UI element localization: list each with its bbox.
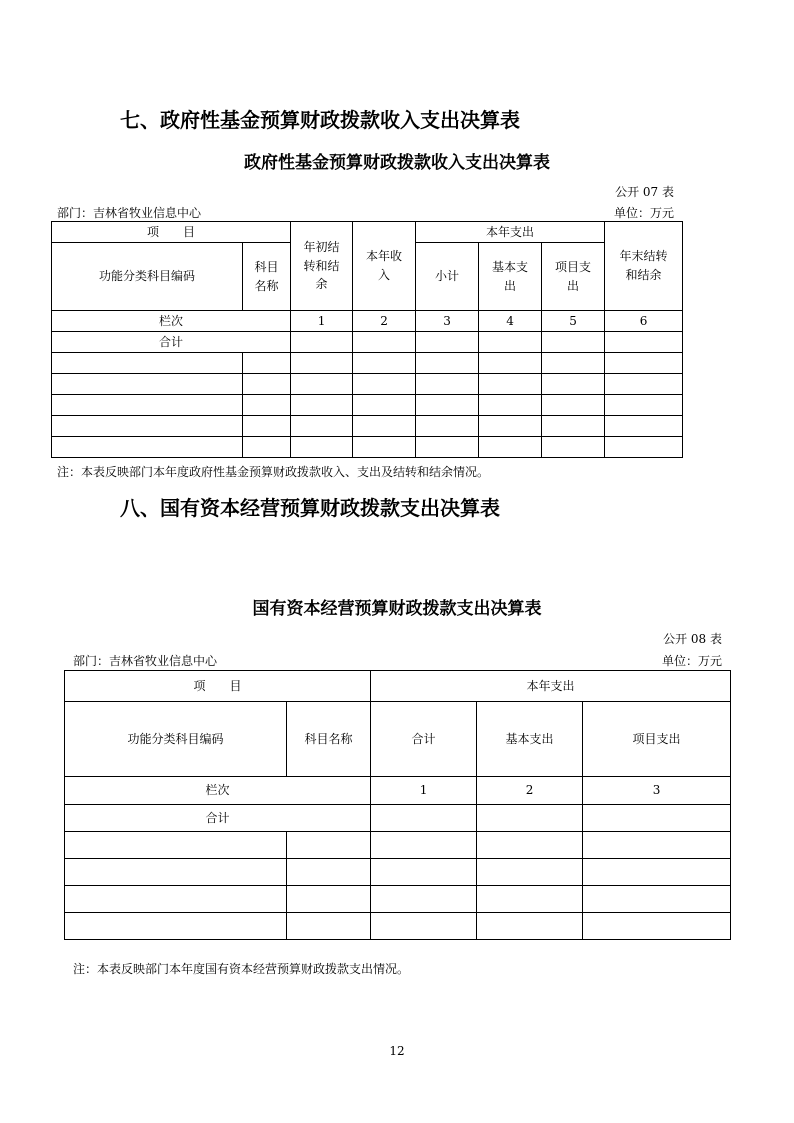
section7-heading: 七、政府性基金预算财政拨款收入支出决算表 <box>120 108 520 132</box>
cell <box>479 374 542 395</box>
cell <box>371 859 477 886</box>
cell <box>52 437 243 458</box>
col-number: 4 <box>479 311 542 332</box>
cell <box>477 832 583 859</box>
col-number: 1 <box>291 311 353 332</box>
table-row <box>52 374 683 395</box>
cell <box>52 353 243 374</box>
cell <box>479 437 542 458</box>
header-row <box>65 671 731 702</box>
row-index-label: 栏次 <box>65 777 371 805</box>
table-row <box>52 395 683 416</box>
col-number: 1 <box>371 777 477 805</box>
section8-department: 部门：吉林省牧业信息中心 <box>73 654 218 668</box>
col-project-expense: 项目支出 <box>583 702 731 777</box>
table-row <box>65 859 731 886</box>
cell <box>542 437 605 458</box>
col-expense: 本年支出 <box>371 671 731 702</box>
cell <box>287 913 371 940</box>
col-func-code: 功能分类科目编码 <box>52 243 243 311</box>
cell <box>542 353 605 374</box>
cell <box>65 859 287 886</box>
cell <box>542 395 605 416</box>
cell <box>542 374 605 395</box>
table-row <box>65 832 731 859</box>
cell <box>416 332 479 353</box>
col-total: 合计 <box>371 702 477 777</box>
section8-note: 注：本表反映部门本年度国有资本经营预算财政拨款支出情况。 <box>73 962 410 976</box>
total-row <box>52 332 683 353</box>
cell <box>416 416 479 437</box>
row-total-label: 合计 <box>65 805 371 832</box>
cell <box>243 395 291 416</box>
col-subject-name: 科目 名称 <box>243 243 291 311</box>
section8-unit: 单位：万元 <box>661 654 722 668</box>
cell <box>583 859 731 886</box>
cell <box>353 374 416 395</box>
section8-table-title: 国有资本经营预算财政拨款支出决算表 <box>252 599 542 619</box>
table-row <box>52 353 683 374</box>
table-row <box>52 437 683 458</box>
cell <box>479 353 542 374</box>
cell <box>583 886 731 913</box>
cell <box>291 353 353 374</box>
col-end-balance: 年末结转 和结余 <box>605 222 683 311</box>
section8-heading: 八、国有资本经营预算财政拨款支出决算表 <box>120 496 500 520</box>
section8-form-number: 公开 08 表 <box>663 632 722 646</box>
section7-table-title: 政府性基金预算财政拨款收入支出决算表 <box>244 153 550 173</box>
cell <box>291 395 353 416</box>
cell <box>479 416 542 437</box>
total-row <box>65 805 731 832</box>
page-number: 12 <box>389 1044 405 1058</box>
cell <box>291 437 353 458</box>
cell <box>291 416 353 437</box>
col-func-code: 功能分类科目编码 <box>65 702 287 777</box>
cell <box>416 437 479 458</box>
cell <box>605 353 683 374</box>
cell <box>605 395 683 416</box>
cell <box>416 395 479 416</box>
index-row <box>52 311 683 332</box>
cell <box>542 416 605 437</box>
cell <box>243 437 291 458</box>
cell <box>371 886 477 913</box>
cell <box>243 353 291 374</box>
cell <box>353 332 416 353</box>
col-number: 3 <box>416 311 479 332</box>
col-subtotal: 小计 <box>416 243 479 311</box>
cell <box>416 374 479 395</box>
section7-department: 部门：吉林省牧业信息中心 <box>57 206 202 220</box>
section7-unit: 单位：万元 <box>613 206 674 220</box>
col-income: 本年收 入 <box>353 222 416 311</box>
cell <box>371 913 477 940</box>
col-number: 2 <box>477 777 583 805</box>
cell <box>583 913 731 940</box>
cell <box>479 395 542 416</box>
header-row <box>52 222 683 243</box>
cell <box>605 437 683 458</box>
col-number: 2 <box>353 311 416 332</box>
cell <box>583 805 731 832</box>
cell <box>65 832 287 859</box>
col-begin-balance: 年初结 转和结 余 <box>291 222 353 311</box>
cell <box>542 332 605 353</box>
cell <box>477 859 583 886</box>
section7-table <box>51 221 683 458</box>
header-row <box>65 702 731 777</box>
section8-table <box>64 670 731 940</box>
col-expense: 本年支出 <box>416 222 605 243</box>
cell <box>52 416 243 437</box>
cell <box>416 353 479 374</box>
cell <box>291 374 353 395</box>
col-subject-name: 科目名称 <box>287 702 371 777</box>
index-row <box>65 777 731 805</box>
section7-form-number: 公开 07 表 <box>615 185 674 199</box>
col-project-expense: 项目支 出 <box>542 243 605 311</box>
cell <box>353 416 416 437</box>
col-basic-expense: 基本支出 <box>477 702 583 777</box>
cell <box>353 353 416 374</box>
col-number: 3 <box>583 777 731 805</box>
col-basic-expense: 基本支 出 <box>479 243 542 311</box>
col-item: 项 目 <box>52 222 291 243</box>
cell <box>371 832 477 859</box>
cell <box>52 395 243 416</box>
cell <box>371 805 477 832</box>
row-index-label: 栏次 <box>52 311 291 332</box>
cell <box>65 913 287 940</box>
cell <box>477 805 583 832</box>
cell <box>287 859 371 886</box>
cell <box>605 374 683 395</box>
cell <box>353 437 416 458</box>
cell <box>583 832 731 859</box>
cell <box>243 374 291 395</box>
col-number: 6 <box>605 311 683 332</box>
cell <box>287 886 371 913</box>
cell <box>243 416 291 437</box>
table-row <box>52 416 683 437</box>
cell <box>605 416 683 437</box>
table-row <box>65 913 731 940</box>
col-item: 项 目 <box>65 671 371 702</box>
cell <box>479 332 542 353</box>
cell <box>291 332 353 353</box>
table-row <box>65 886 731 913</box>
cell <box>477 886 583 913</box>
cell <box>477 913 583 940</box>
col-number: 5 <box>542 311 605 332</box>
cell <box>605 332 683 353</box>
cell <box>287 832 371 859</box>
cell <box>52 374 243 395</box>
row-total-label: 合计 <box>52 332 291 353</box>
cell <box>353 395 416 416</box>
section7-note: 注：本表反映部门本年度政府性基金预算财政拨款收入、支出及结转和结余情况。 <box>57 465 490 479</box>
cell <box>65 886 287 913</box>
